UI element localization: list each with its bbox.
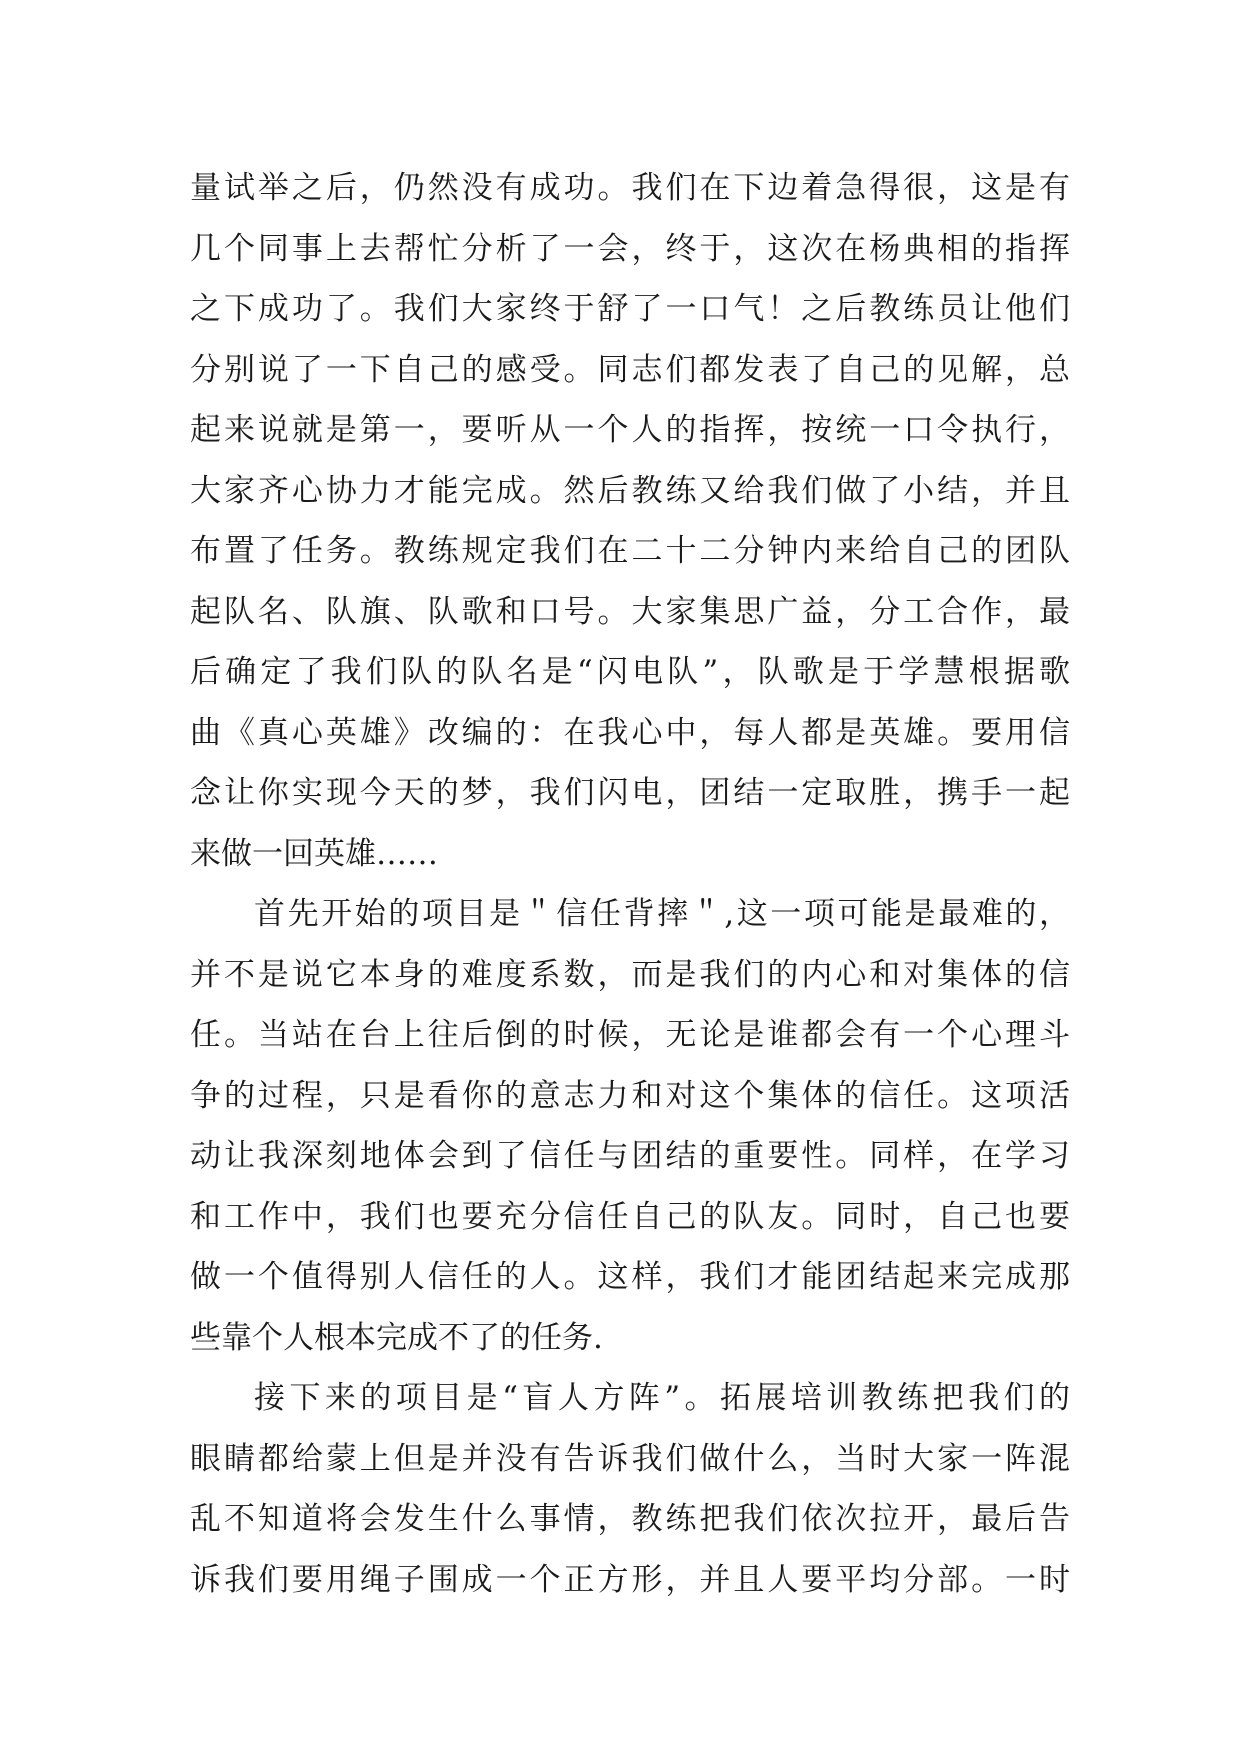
- text-line: 之下成功了。我们大家终于舒了一口气！之后教练员让他们: [190, 291, 1070, 327]
- text-line: 任。当站在台上往后倒的时候，无论是谁都会有一个心理斗: [190, 1017, 1070, 1053]
- text-line: 布置了任务。教练规定我们在二十二分钟内来给自己的团队: [190, 533, 1070, 569]
- text-line: 分别说了一下自己的感受。同志们都发表了自己的见解，总: [190, 351, 1070, 388]
- text-line: 争的过程，只是看你的意志力和对这个集体的信任。这项活: [190, 1077, 1070, 1114]
- text-line: 些靠个人根本完成不了的任务.: [190, 1319, 603, 1356]
- text-line: 诉我们要用绳子围成一个正方形，并且人要平均分部。一时: [190, 1561, 1070, 1598]
- text-line: 量试举之后，仍然没有成功。我们在下边着急得很，这是有: [190, 170, 1070, 206]
- text-line: 动让我深刻地体会到了信任与团结的重要性。同样，在学习: [190, 1138, 1070, 1174]
- text-line: 做一个值得别人信任的人。这样，我们才能团结起来完成那: [190, 1259, 1070, 1295]
- text-line: 和工作中，我们也要充分信任自己的队友。同时，自己也要: [190, 1198, 1070, 1235]
- paragraph-start-line: 首先开始的项目是＂信任背摔＂,这一项可能是最难的，: [254, 896, 1070, 932]
- text-line: 曲《真心英雄》改编的：在我心中，每人都是英雄。要用信: [190, 714, 1070, 751]
- text-line: 几个同事上去帮忙分析了一会，终于，这次在杨典相的指挥: [190, 230, 1070, 267]
- body-text: [190, 158, 1070, 1610]
- text-line: 念让你实现今天的梦，我们闪电，团结一定取胜，携手一起: [190, 775, 1070, 811]
- text-line: 并不是说它本身的难度系数，而是我们的内心和对集体的信: [190, 956, 1070, 993]
- text-line: 起来说就是第一，要听从一个人的指挥，按统一口令执行，: [190, 412, 1070, 448]
- text-line: 起队名、队旗、队歌和口号。大家集思广益，分工合作，最: [190, 593, 1070, 630]
- text-line: 后确定了我们队的队名是“闪电队”，队歌是于学慧根据歌: [190, 654, 1070, 690]
- text-line: 眼睛都给蒙上但是并没有告诉我们做什么，当时大家一阵混: [190, 1440, 1070, 1477]
- text-line: 来做一回英雄……: [190, 835, 438, 872]
- text-line: 乱不知道将会发生什么事情，教练把我们依次拉开，最后告: [190, 1501, 1070, 1537]
- paragraph-start-line: 接下来的项目是“盲人方阵”。拓展培训教练把我们的: [254, 1380, 1070, 1416]
- text-line: 大家齐心协力才能完成。然后教练又给我们做了小结，并且: [190, 472, 1070, 509]
